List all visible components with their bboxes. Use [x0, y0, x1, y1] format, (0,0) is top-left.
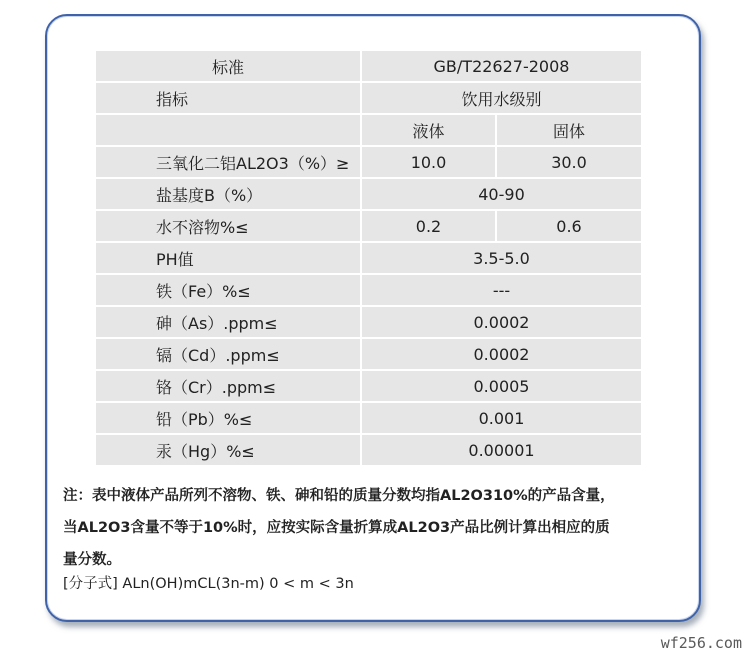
footnote-line: 量分数。 [63, 552, 121, 568]
table-row-standard [96, 51, 641, 81]
table-row [96, 179, 641, 209]
footnote [63, 480, 693, 576]
table-row [96, 435, 641, 465]
table-row [96, 211, 641, 241]
row-name: 铁（Fe）%≤ [96, 275, 362, 305]
table-row [96, 371, 641, 401]
footnote-line: 当AL2O3含量不等于10%时，应按实际含量折算成AL2O3产品比例计算出相应的质 [63, 520, 610, 536]
row-name: 盐基度B（%） [96, 179, 362, 209]
watermark: wf256.com [660, 634, 742, 652]
table-row-indicator [96, 83, 641, 113]
row-value: 0.0005 [362, 371, 641, 401]
solid-header: 固体 [497, 115, 641, 145]
table-row [96, 275, 641, 305]
indicator-label: 指标 [96, 83, 362, 113]
table-row-form [96, 115, 641, 145]
row-value: --- [362, 275, 641, 305]
grade-label: 饮用水级别 [362, 83, 641, 113]
row-value: 3.5-5.0 [362, 243, 641, 273]
table-row [96, 147, 641, 177]
row-name: 铅（Pb）%≤ [96, 403, 362, 433]
row-name: 铬（Cr）.ppm≤ [96, 371, 362, 401]
molecular-formula: [分子式] ALn(OH)mCL(3n-m) 0 < m < 3n [63, 576, 354, 592]
row-value: 0.001 [362, 403, 641, 433]
row-value: 0.0002 [362, 339, 641, 369]
standard-label: 标准 [96, 51, 362, 81]
spec-table [96, 49, 641, 467]
standard-value: GB/T22627-2008 [362, 51, 641, 81]
row-name: 水不溶物%≤ [96, 211, 362, 241]
footnote-line: 注：表中液体产品所列不溶物、铁、砷和铅的质量分数均指AL2O310%的产品含量， [63, 488, 615, 504]
table-row [96, 243, 641, 273]
row-name: PH值 [96, 243, 362, 273]
row-name: 镉（Cd）.ppm≤ [96, 339, 362, 369]
table-row [96, 339, 641, 369]
row-value: 40-90 [362, 179, 641, 209]
row-solid-value: 0.6 [497, 211, 641, 241]
table-row [96, 307, 641, 337]
row-name: 砷（As）.ppm≤ [96, 307, 362, 337]
table-row [96, 403, 641, 433]
row-name: 汞（Hg）%≤ [96, 435, 362, 465]
row-value: 0.00001 [362, 435, 641, 465]
row-name: 三氧化二铝AL2O3（%）≥ [96, 147, 362, 177]
row-solid-value: 30.0 [497, 147, 641, 177]
row-value: 0.0002 [362, 307, 641, 337]
liquid-header: 液体 [362, 115, 497, 145]
row-liquid-value: 0.2 [362, 211, 497, 241]
form-blank-cell [96, 115, 362, 145]
row-liquid-value: 10.0 [362, 147, 497, 177]
